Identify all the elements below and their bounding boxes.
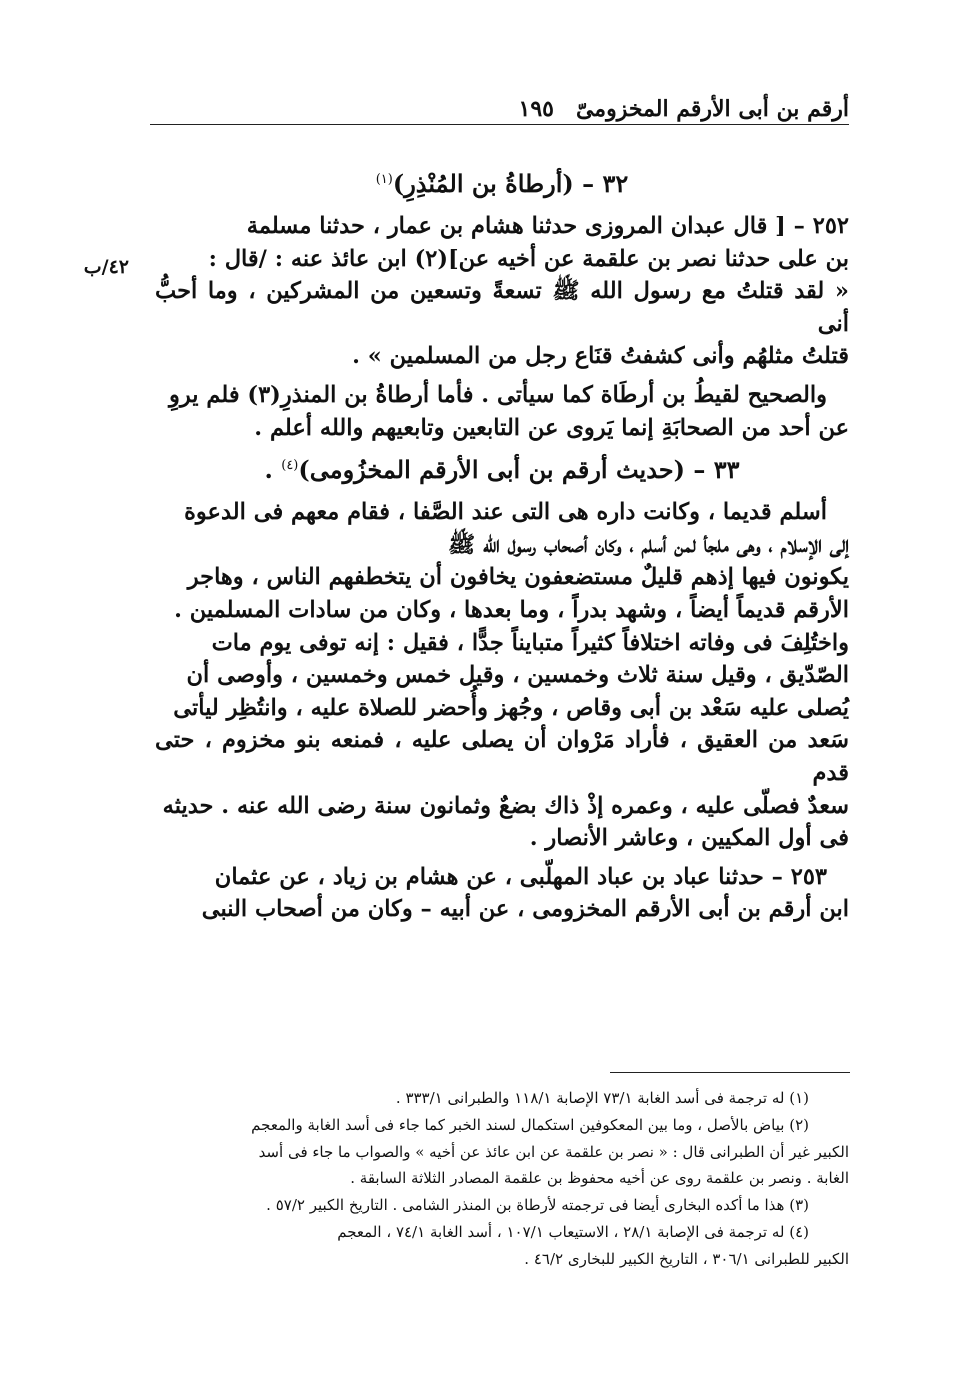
paragraph-253 — [155, 861, 849, 926]
paragraph-commentary — [155, 379, 849, 444]
footnote-line: الكبير غير أن الطبرانى قال : « نصر بن علقمة عن ابن عائذ عن أخيه » والصواب ما جاء فى أسد — [258, 1142, 849, 1161]
text-line: قتلتُ مثلهُم وأنى كشفتُ قنَاع رجل من المسلمين » . — [352, 343, 849, 370]
footnote-line: الكبير للطبرانى ٣٠٦/١ ، التاريخ الكبير للبخارى ٤٦/٢ . — [524, 1249, 849, 1268]
heading-text: ٣٣ – (حديث أرقم بن أبى الأرقم المخزُومى) — [298, 455, 740, 485]
text-line: فى أول المكيين ، وعاشر الأنصار . — [529, 825, 849, 852]
text-line: والصحيح لقيطُ بن أرطَاة كما سيأتى . فأما أرطاةُ بن المنذرِ(٣) فلم يروِ — [169, 381, 827, 408]
text-line: « لقد قتلتُ مع رسول الله ﷺ تسعةً وتسعين من المشركين ، وما أحبُّ أنى — [155, 278, 849, 337]
text-line: يكونون فيها إذهم قليلٌ مستضعفون يخافون أن يتخطفهم الناس ، وهاجر — [187, 564, 849, 591]
heading-text: ٣٢ – (أرطاةُ بن المُنْذِرِ) — [392, 169, 629, 198]
page-number: ١٩٥ — [518, 96, 554, 122]
footnote-line: الغابة . ونصر بن علقمة روى عن أخيه محفوظ بن علقمة المصادر الثلاثة السابقة . — [350, 1169, 849, 1188]
footnote-line: (٢) بياض بالأصل ، وما بين المعكوفين استكمال لسند الخبر كما جاء فى أسد الغابة والمعجم — [251, 1115, 809, 1134]
text-line: الأرقم قديماً أيضاً ، وشهد بدراً ، وما بعدها ، وكان من سادات المسلمين . — [174, 596, 849, 623]
section-heading-32 — [155, 164, 849, 204]
margin-folio-note: ٤٢/ب — [83, 256, 129, 278]
text-line: سعدٌ فصلّى عليه ، وعمره إذْ ذاك بضعٌ وثمانون سنة رضى الله عنه . حديثه — [162, 792, 849, 819]
text-line: عن أحد من الصحابَةِ إنما يَروى عن التابعين وتابعيهم والله أعلم . — [254, 414, 849, 441]
footnotes — [155, 1085, 849, 1273]
footnote-divider — [610, 1072, 850, 1073]
footnote-ref: (٤) — [281, 458, 299, 474]
text-line: يُصلى عليه سَعْد بن أبى وقاص ، وجُهز وأُحضر للصلاة عليه ، وانتُظِر ليأتى — [173, 694, 849, 721]
footnote-line: (٣) هذا ما أكده البخارى أيضا فى ترجمته لأرطاة بن المنذر الشامى . التاريخ الكبير ٥٧/٢ . — [266, 1196, 809, 1215]
footnote-line: (٤) له ترجمة فى الإصابة ٢٨/١ ، الاستيعاب ١٠٧/١ ، أسد الغابة ٧٤/١ ، المعجم — [337, 1222, 809, 1241]
text-line: إلى الإسلام ، وهى ملجأ لمن أسلم ، وكان أصحاب رسول الله ﷺ — [447, 531, 849, 558]
text-line: ابن أرقم بن أبى الأرقم المخزومى ، عن أبيه – وكان من أصحاب النبى — [201, 896, 849, 923]
paragraph-biography — [155, 496, 849, 855]
main-text — [155, 160, 849, 932]
page-header — [150, 82, 849, 122]
section-heading-33: ٣٣ – (حديث أرقم بن أبى الأرقم المخزُومى)$^{(٤)}$ . — [264, 455, 740, 485]
text-line: سَعد من العقيق ، فأراد مَرْوان أن يصلى عليه ، فمنعه بنو مخزوم ، حتى قدم — [155, 727, 849, 786]
text-line: واختُلِفَ فى وفاته اختلافاً كثيراً متبايناً جدًّا ، فقيل : إنه توفى يوم مات — [211, 629, 849, 656]
paragraph-252 — [155, 210, 849, 373]
running-title: أرقم بن أبى الأرقم المخزومىّ — [575, 96, 849, 122]
text-line: ٢٥٣ – حدثنا عباد بن عباد المهلّبى ، عن هشام بن زياد ، عن عثمان — [214, 863, 827, 890]
footnote-ref: (١) — [375, 172, 393, 187]
header-divider — [150, 124, 849, 125]
text-line: بن على حدثنا نصر بن علقمة عن أخيه عن](٢) ابن عائذ عنه : /قال : — [208, 245, 849, 272]
text-line: الصّدّيق ، وقيل سنة ثلاث وخمسين ، وقيل خمس وخمسين ، وأوصى أن — [186, 662, 849, 689]
footnote-line: (١) له ترجمة فى أسد الغابة ٧٣/١ الإصابة ١١٨/١ والطبرانى ٣٣٣/١ . — [395, 1089, 809, 1107]
text-line: أسلم قديما ، وكانت داره هى التى عند الصَّفا ، فقام معهم فى الدعوة — [184, 499, 827, 526]
text-line: ٢٥٢ – [ قال عبدان المروزى حدثنا هشام بن عمار ، حدثنا مسلمة — [246, 213, 849, 239]
